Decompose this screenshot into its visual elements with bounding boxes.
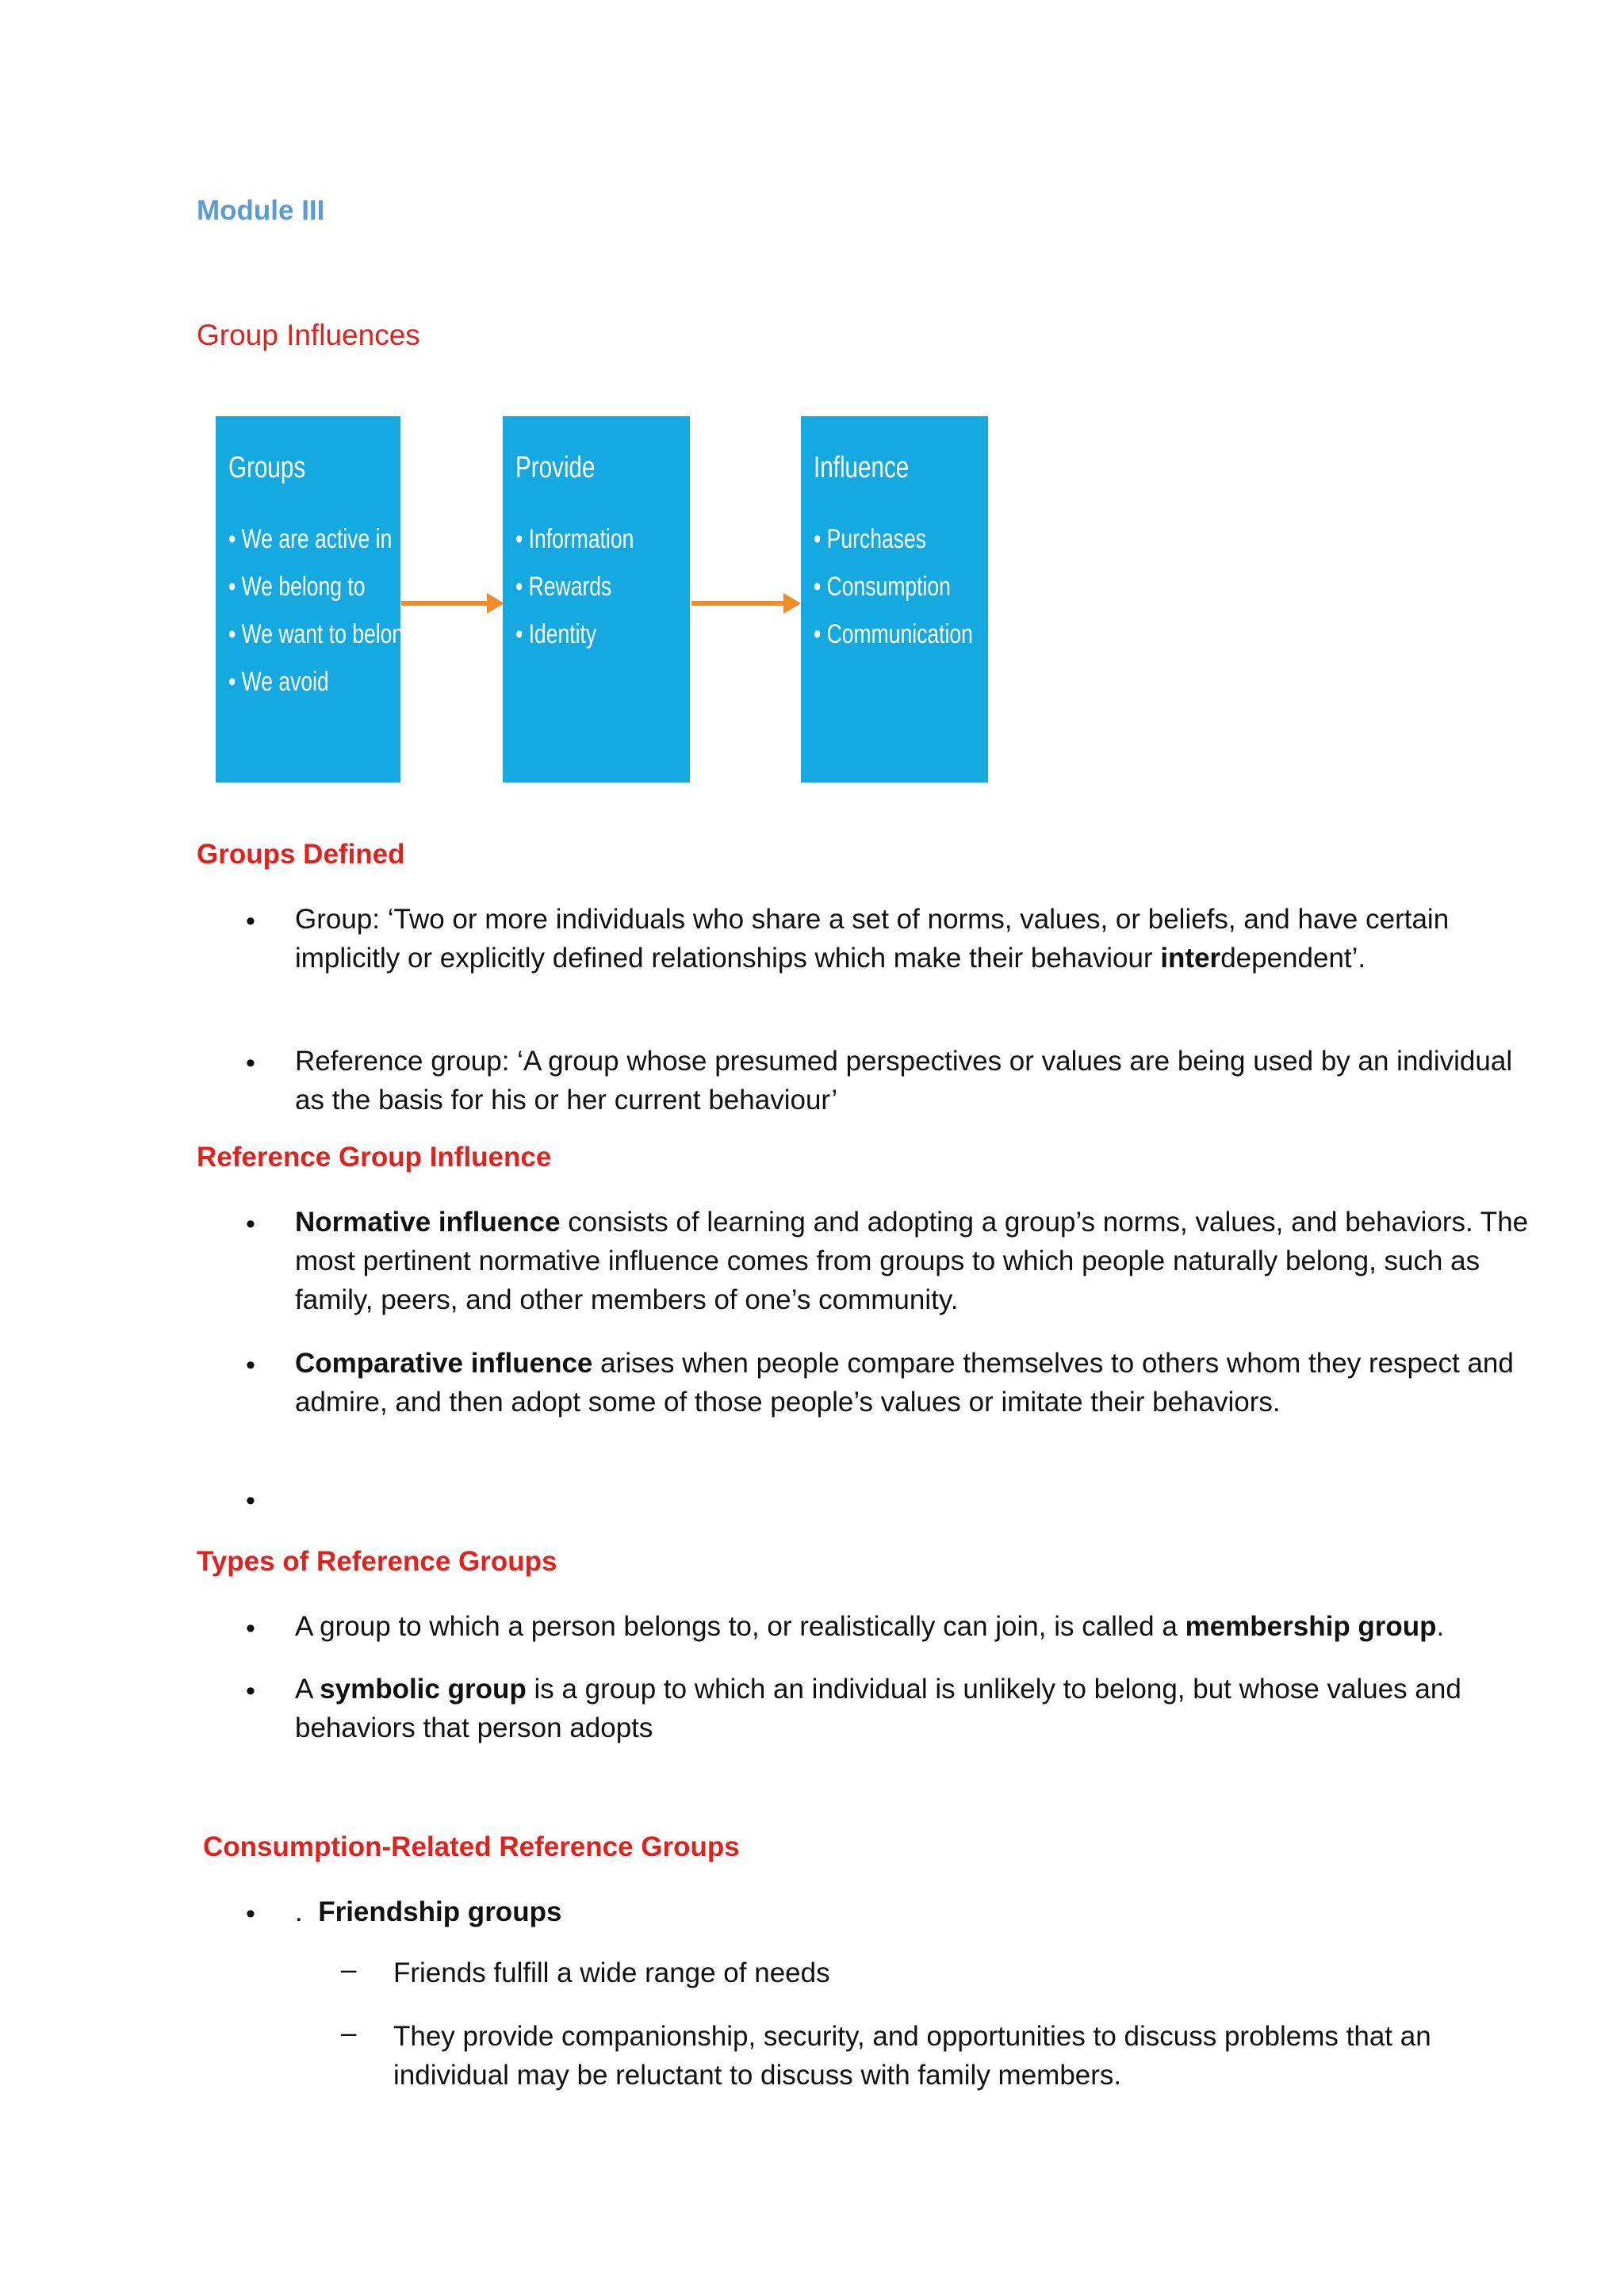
diagram-box-item: • We are active in: [228, 515, 362, 563]
list-item-text: A group to which a person belongs to, or realistically can join, is called a: [295, 1611, 1185, 1642]
bullet-icon: •: [246, 1676, 255, 1706]
list-item-text: .: [1436, 1611, 1445, 1642]
list-item-bold: symbolic group: [320, 1674, 527, 1705]
dash-icon: –: [341, 1954, 357, 1985]
bullet-icon: •: [246, 1209, 255, 1239]
arrow-head-icon: [783, 593, 801, 614]
bullet-icon: •: [246, 1486, 255, 1516]
bullet-icon: •: [246, 1613, 255, 1644]
sub-list-item: Friends fulfill a wide range of needs: [393, 1957, 830, 1988]
list-item-text: A: [295, 1674, 320, 1705]
heading-groups-defined: Groups Defined: [197, 839, 405, 870]
list-item-text: is a group to which an individual is unlikely to belong, but whose values and behaviors that person adopts: [295, 1674, 1461, 1743]
heading-consumption-related-reference-groups: Consumption-Related Reference Groups: [203, 1831, 740, 1862]
diagram-box-title: Groups: [228, 451, 306, 484]
list-item-comparative-influence: [295, 1344, 1532, 1422]
arrow-head-icon: [487, 593, 504, 614]
diagram-box-item: • Rewards: [515, 563, 652, 610]
section-title: Group Influences: [197, 319, 420, 351]
list-item-symbolic-group: [295, 1670, 1532, 1747]
list-item-normative-influence: [295, 1203, 1532, 1319]
list-item-bold: membership group: [1185, 1611, 1437, 1642]
diagram-box-title: Provide: [515, 451, 596, 484]
list-item-text: consists of learning and adopting a group’s norms, values, and behaviors. The most pertinent normative influence comes from groups to which people naturally belong, such as family, peers, and other members of one’s community.: [295, 1207, 1529, 1315]
list-item-bold: Comparative influence: [295, 1348, 593, 1379]
diagram-box-item: • We belong to: [228, 563, 362, 610]
sub-list-item: They provide companionship, security, and opportunities to discuss problems that an individual may be reluctant to discuss with family members.: [393, 2021, 1431, 2091]
list-item-text: arises when people compare themselves to others whom they respect and admire, and then adopt some of those people’s values or imitate their behaviors.: [295, 1348, 1514, 1418]
bullet-icon: •: [246, 1048, 255, 1078]
heading-types-of-reference-groups: Types of Reference Groups: [197, 1546, 557, 1577]
diagram-box-title: Influence: [814, 451, 910, 484]
list-item-text: .: [295, 1896, 319, 1927]
diagram-box-item: • Identity: [515, 610, 652, 658]
diagram-box-item: • Communication: [814, 610, 950, 658]
arrow-line: [691, 601, 785, 606]
dash-icon: –: [341, 2018, 357, 2049]
heading-reference-group-influence: Reference Group Influence: [197, 1142, 552, 1173]
list-item-text: dependent’.: [1220, 943, 1366, 974]
diagram-box-item: • Purchases: [814, 515, 950, 563]
list-item-bold: Normative influence: [295, 1207, 561, 1238]
diagram-box-item: • Consumption: [814, 563, 950, 610]
diagram-box-item: • We avoid: [228, 658, 362, 706]
module-title: Module III: [197, 195, 325, 226]
list-item-reference-group: Reference group: ‘A group whose presumed perspectives or values are being used by an individual as the basis for his or her current behaviour’: [295, 1046, 1513, 1115]
diagram-box-influence: [801, 416, 988, 783]
bullet-icon: •: [246, 1350, 255, 1380]
bullet-icon: •: [246, 906, 255, 936]
list-item-text: Group: ‘Two or more individuals who share a set of norms, values, or beliefs, and have certain implicitly or explicitly defined relationships which make their behaviour: [295, 904, 1450, 974]
bullet-icon: •: [246, 1899, 255, 1929]
list-item-membership-group: [295, 1607, 1595, 1646]
diagram-box-groups: [216, 416, 439, 783]
arrow-line: [401, 601, 487, 606]
diagram-box-provide: [503, 416, 690, 783]
group-influence-diagram: [214, 416, 1007, 785]
list-item-bold: inter: [1160, 943, 1221, 974]
list-item-friendship-groups: [295, 1892, 561, 1931]
diagram-box-item: • We want to belong to: [228, 610, 362, 658]
list-item-bold: Friendship groups: [318, 1896, 562, 1927]
list-item-group-definition: [295, 900, 1532, 978]
diagram-box-item: • Information: [515, 515, 652, 563]
